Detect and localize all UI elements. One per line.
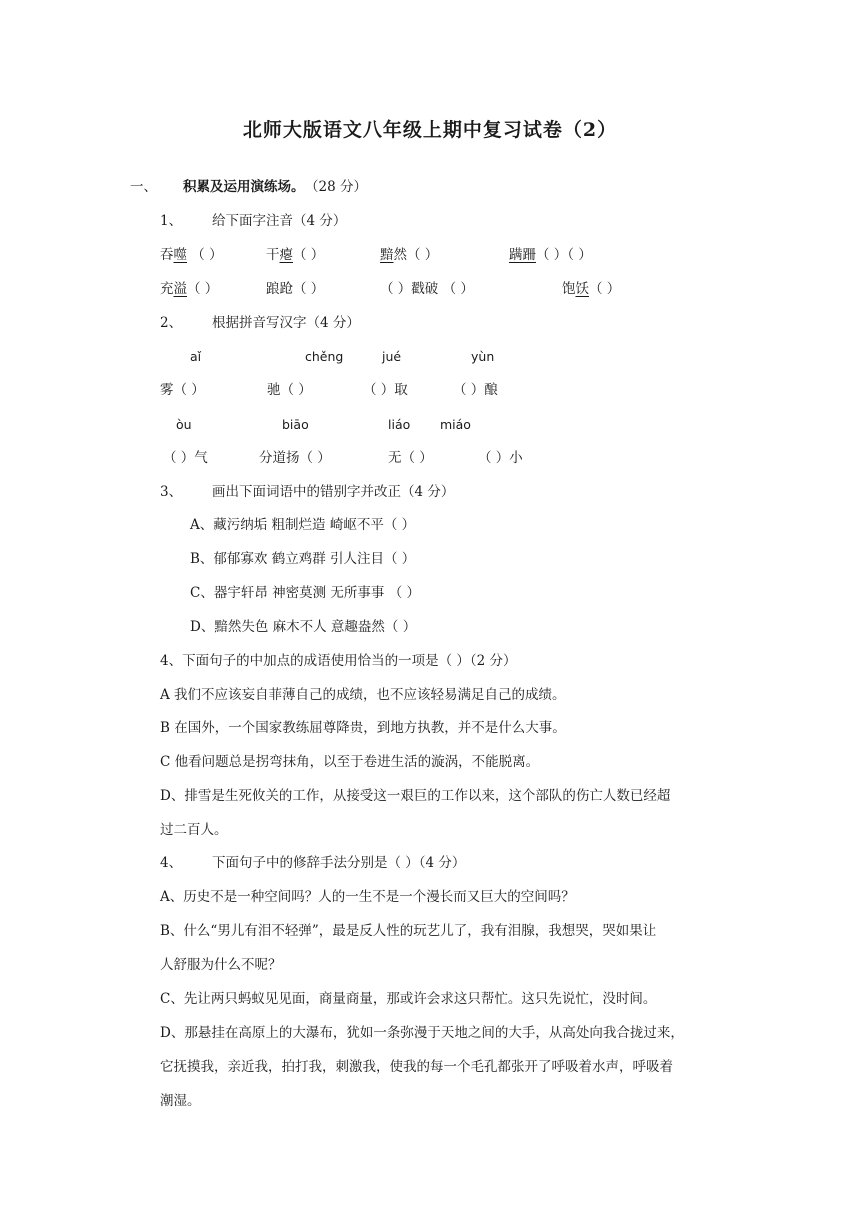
option-b: B 在国外，一个国家教练屈尊降贵，到地方执教，并不是什么大事。: [160, 720, 566, 736]
question-text: 4、下面句子的中加点的成语使用恰当的一项是（ ）（2 分）: [160, 653, 517, 669]
option-d: D、黯然失色 麻木不人 意趣盎然（ ）: [190, 619, 417, 635]
option-d-continued: 过二百人。: [160, 822, 228, 838]
option-a: A、藏污纳垢 粗制烂造 崎岖不平（ ）: [190, 517, 416, 533]
section-heading: 积累及运用演练场。: [183, 179, 305, 195]
option-d-continued: 它抚摸我，亲近我，拍打我，刺激我，使我的每一个毛孔都张开了呼吸着水声，呼吸着: [160, 1059, 673, 1075]
option-b: B、什么“男儿有泪不轻弹”，最是反人性的玩艺儿了，我有泪腺，我想哭，哭如果让: [160, 923, 657, 939]
question-number: 2、: [160, 315, 183, 331]
option-d-continued: 潮湿。: [160, 1093, 201, 1109]
option-c: C、器宇轩昂 神密莫测 无所事事 （ ）: [190, 585, 420, 601]
option-b-continued: 人舒服为什么不呢？: [160, 957, 282, 973]
question-text: 给下面字注音（4 分）: [212, 213, 347, 229]
option-a: A 我们不应该妄自菲薄自己的成绩，也不应该轻易满足自己的成绩。: [160, 687, 566, 703]
document-title: 北师大版语文八年级上期中复习试卷（2）: [242, 119, 618, 141]
option-a: A、历史不是一种空间吗？人的一生不是一个漫长而又巨大的空间吗？: [160, 889, 575, 905]
document-page: 北师大版语文八年级上期中复习试卷（2） 一、 积累及运用演练场。 （28 分） 1、 给下面字注音（4 分） 吞噬 （ ） 干瘪（ ） 黯然（ ） 蹒跚（ ）（ ） 充溢（ ） 踉跄（ ） （ ）戳破 （ ） 饱饫（ ） 2、 根据拼音写汉字（4 分） aǐ chěng jué yùn 雾（ ） 驰（ ） （ ）取 （ ）酿 òu biāo liáo miáo （ ）气 分道扬（ ） 无（ ） （ ）小 3、 画出下面词语中的错别字并改正（4 分） A、藏污纳垢 粗制烂造 崎岖不平（ ） B、郁郁寡欢 鹤立鸡群 引人注目（ ） C、器宇轩昂 神密莫测 无所事事 （ ） D、黯然失色 麻木不人 意趣盎然（ ） 4、下面句子的中加点的成语使用恰当的一项是（ ）（2 分） A 我们不应该妄自菲薄自己的成绩，也不应该轻易满足自己的成绩。 B 在国外，一个国家教练屈尊降贵，到地方执教，并不是什么大事。 C 他看问题总是拐弯抹角，以至于卷进生活的漩涡，不能脱离。 D、排雪是生死攸关的工作，从接受这一艰巨的工作以来，这个部队的伤亡人数已经超 过二百人。 4、 下面句子中的修辞手法分别是（ ）（4 分） A、历史不是一种空间吗？人的一生不是一个漫长而又巨大的空间吗？ B、什么“男儿有泪不轻弹”，最是反人性的玩艺儿了，我有泪腺，我想哭，哭如果让 人舒服为什么不呢？ C、先让两只蚂蚁见见面，商量商量，那或许会求这只帮忙。这只先说忙，没时间。 D、那悬挂在高原上的大瀑布，犹如一条弥漫于天地之间的大手，从高处向我合拢过来， 它抚摸我，亲近我，拍打我，刺激我，使我的每一个毛孔都张开了呼吸着水声，呼吸着 潮湿。: [0, 0, 860, 1216]
question-text: 根据拼音写汉字（4 分）: [212, 315, 360, 331]
question-number: 1、: [160, 213, 183, 229]
section-number: 一、: [130, 179, 157, 195]
question-text: 下面句子中的修辞手法分别是（ ）（4 分）: [212, 855, 466, 871]
option-b: B、郁郁寡欢 鹤立鸡群 引人注目（ ）: [190, 551, 416, 567]
option-c: C 他看问题总是拐弯抹角，以至于卷进生活的漩涡，不能脱离。: [160, 754, 540, 770]
option-d: D、排雪是生死攸关的工作，从接受这一艰巨的工作以来，这个部队的伤亡人数已经超: [160, 788, 671, 804]
question-text: 画出下面词语中的错别字并改正（4 分）: [212, 484, 455, 500]
option-d: D、那悬挂在高原上的大瀑布，犹如一条弥漫于天地之间的大手，从高处向我合拢过来，: [160, 1025, 684, 1041]
question-number: 3、: [160, 484, 183, 500]
option-c: C、先让两只蚂蚁见见面，商量商量，那或许会求这只帮忙。这只先说忙，没时间。: [160, 991, 657, 1007]
section-score: （28 分）: [305, 179, 367, 195]
question-number: 4、: [160, 855, 183, 871]
